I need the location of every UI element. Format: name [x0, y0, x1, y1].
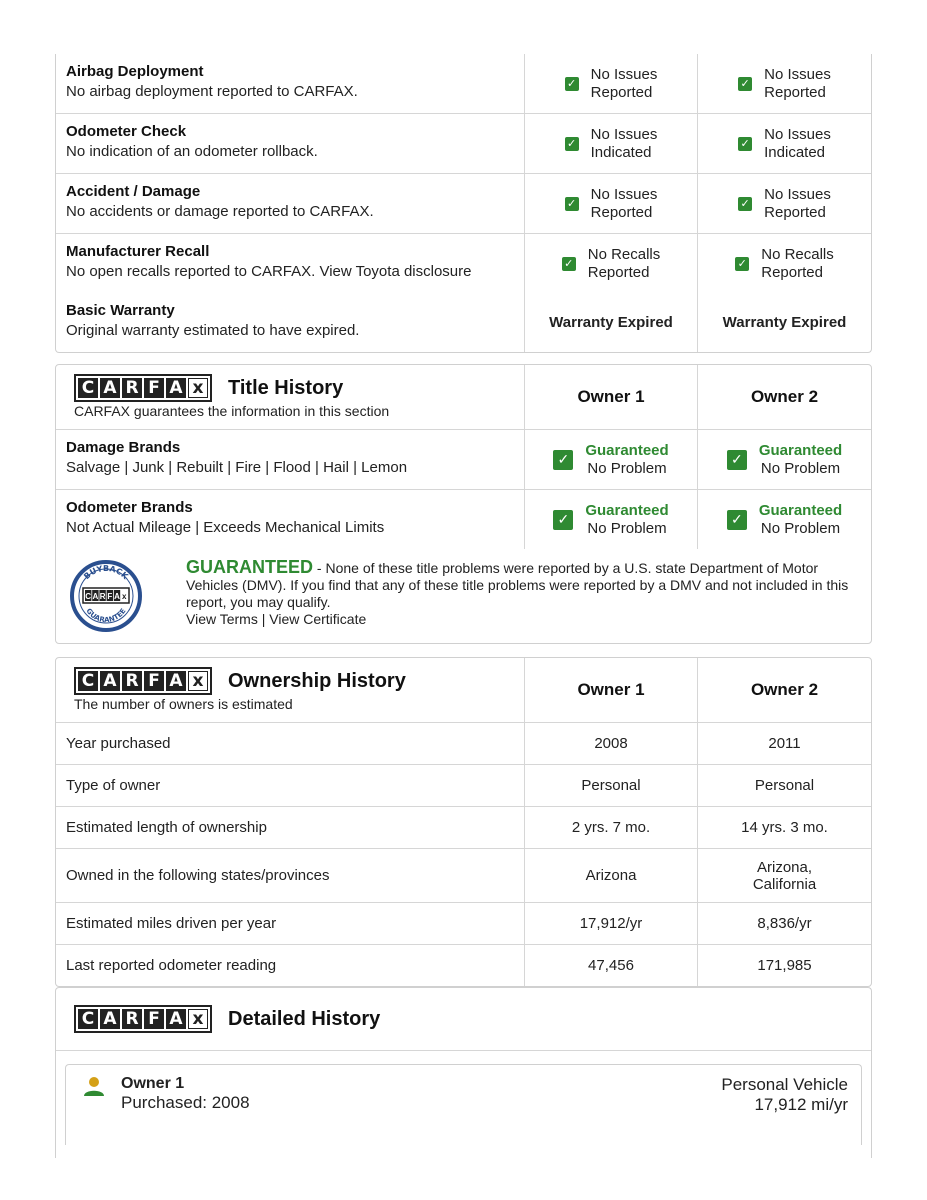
buyback-guarantee-badge-icon — [69, 559, 143, 633]
check-title: Odometer Check — [66, 123, 187, 140]
brand-status-owner2: ✓ Guaranteed No Problem — [698, 490, 871, 549]
check-icon: ✓ — [735, 257, 749, 271]
title-owner2-header: Owner 2 — [750, 387, 819, 406]
check-status-owner1: No Issues Reported — [590, 185, 658, 221]
ownership-heading: Ownership History — [228, 669, 406, 692]
ownership-label: Estimated miles driven per year — [56, 903, 525, 944]
ownership-history-card — [55, 657, 872, 987]
ownership-label: Estimated length of ownership — [56, 807, 525, 848]
check-icon: ✓ — [738, 137, 752, 151]
ownership-owner2-value: Arizona, California — [752, 858, 817, 893]
svg-text:x: x — [121, 592, 127, 601]
owner-vehicle-type: Personal Vehicle — [721, 1075, 848, 1094]
guarantee-text: - None of these title problems were reported by a U.S. state Department of Motor Vehicles (DMV). If you find that any of these title problems were reported by a DMV and not included in this report, you may qualify. — [186, 560, 849, 610]
ownership-label: Owned in the following states/provinces — [56, 849, 525, 902]
history-check-row — [56, 114, 871, 174]
brand-desc: Not Actual Mileage | Exceeds Mechanical Limits — [66, 519, 385, 536]
ownership-subtitle: The number of owners is estimated — [74, 696, 293, 712]
check-title: Manufacturer Recall — [66, 243, 210, 260]
check-desc: No accidents or damage reported to CARFAX. — [66, 203, 374, 220]
ownership-label: Last reported odometer reading — [56, 945, 525, 986]
logo-letter: x — [188, 1009, 208, 1029]
logo-letter: x — [188, 378, 208, 398]
ownership-owner2-value: 171,985 — [757, 957, 812, 974]
check-status-owner1: No Issues Indicated — [590, 125, 658, 161]
ownership-owner1-value: Arizona — [525, 849, 698, 902]
check-icon: ✓ — [727, 510, 747, 530]
check-icon: ✓ — [562, 257, 576, 271]
title-owner1-header: Owner 1 — [577, 387, 645, 406]
warranty-row — [56, 293, 871, 352]
title-brand-row — [56, 430, 871, 490]
ownership-row — [56, 903, 871, 945]
logo-letter: F — [144, 378, 164, 398]
title-history-header — [56, 365, 871, 430]
check-title: Airbag Deployment — [66, 63, 204, 80]
detailed-history-card — [55, 987, 872, 1158]
ownership-row — [56, 807, 871, 849]
ownership-owner2-header: Owner 2 — [750, 680, 819, 699]
guarantee-links[interactable]: View Terms | View Certificate — [186, 611, 367, 627]
svg-text:F: F — [107, 592, 113, 601]
check-desc: No indication of an odometer rollback. — [66, 143, 318, 160]
logo-letter: x — [188, 671, 208, 691]
logo-letter: A — [100, 378, 120, 398]
ownership-owner2-value: 14 yrs. 3 mo. — [741, 819, 828, 836]
ownership-header — [56, 658, 871, 723]
svg-text:A: A — [92, 592, 99, 601]
ownership-owner1-value: 2 yrs. 7 mo. — [525, 807, 698, 848]
check-desc: No airbag deployment reported to CARFAX. — [66, 83, 358, 100]
logo-letter: C — [78, 1009, 98, 1029]
guarantee-row — [56, 549, 871, 643]
check-status-owner2: No Recalls Reported — [761, 245, 834, 281]
logo-letter: A — [100, 1009, 120, 1029]
check-icon: ✓ — [738, 77, 752, 91]
logo-letter: A — [100, 671, 120, 691]
logo-letter: R — [122, 378, 142, 398]
ownership-owner1-value: Personal — [525, 765, 698, 806]
ownership-owner1-value: 2008 — [525, 723, 698, 764]
logo-letter: A — [166, 378, 186, 398]
title-history-heading: Title History — [228, 376, 344, 399]
check-icon: ✓ — [727, 450, 747, 470]
warranty-owner2: Warranty Expired — [722, 314, 847, 331]
logo-letter: A — [166, 671, 186, 691]
brand-status-owner2: ✓ Guaranteed No Problem — [698, 430, 871, 489]
check-icon: ✓ — [553, 450, 573, 470]
history-check-row — [56, 174, 871, 234]
svg-text:GUARANTEE: GUARANTEE — [84, 607, 128, 625]
ownership-owner1-value: 17,912/yr — [525, 903, 698, 944]
logo-letter: R — [122, 671, 142, 691]
warranty-title: Basic Warranty — [66, 302, 175, 319]
carfax-logo — [74, 1005, 212, 1033]
warranty-desc: Original warranty estimated to have expired. — [66, 322, 360, 339]
check-status-owner2: No Issues Indicated — [764, 125, 831, 161]
owner-summary[interactable] — [65, 1064, 862, 1145]
title-history-card — [55, 364, 872, 644]
check-icon: ✓ — [553, 510, 573, 530]
title-brand-row — [56, 490, 871, 549]
brand-desc: Salvage | Junk | Rebuilt | Fire | Flood | Hail | Lemon — [66, 459, 408, 476]
carfax-logo — [74, 374, 212, 402]
logo-letter: F — [144, 1009, 164, 1029]
history-check-row — [56, 234, 871, 293]
check-status-owner2: No Issues Reported — [764, 65, 831, 101]
brand-title: Damage Brands — [66, 439, 181, 456]
ownership-owner2-value: 8,836/yr — [757, 915, 812, 932]
ownership-owner1-value: 47,456 — [525, 945, 698, 986]
ownership-label: Type of owner — [56, 765, 525, 806]
warranty-owner1: Warranty Expired — [549, 314, 673, 331]
check-desc: No open recalls reported to CARFAX. View Toyota disclosure — [66, 263, 472, 280]
check-status-owner1: No Recalls Reported — [587, 245, 661, 281]
ownership-row — [56, 849, 871, 903]
logo-letter: R — [122, 1009, 142, 1029]
ownership-row — [56, 765, 871, 807]
svg-text:C: C — [85, 592, 92, 601]
detailed-history-heading: Detailed History — [228, 1007, 381, 1030]
ownership-owner1-header: Owner 1 — [577, 680, 645, 699]
ownership-owner2-value: 2011 — [768, 735, 801, 752]
ownership-row — [56, 945, 871, 986]
svg-text:R: R — [99, 592, 106, 601]
check-icon: ✓ — [565, 197, 579, 211]
title-history-subtitle: CARFAX guarantees the information in this section — [74, 403, 390, 419]
guarantee-heading: GUARANTEED — [186, 557, 314, 577]
owner-miles-per-year: 17,912 mi/yr — [754, 1095, 848, 1114]
check-status-owner1: No Issues Reported — [590, 65, 658, 101]
person-icon — [83, 1075, 105, 1097]
logo-letter: A — [166, 1009, 186, 1029]
check-icon: ✓ — [565, 77, 579, 91]
check-icon: ✓ — [738, 197, 752, 211]
owner-purchased: Purchased: 2008 — [121, 1093, 250, 1112]
carfax-logo — [74, 667, 212, 695]
ownership-label: Year purchased — [56, 723, 525, 764]
history-check-row — [56, 54, 871, 114]
check-icon: ✓ — [565, 137, 579, 151]
owner-name: Owner 1 — [121, 1075, 185, 1092]
svg-text:A: A — [114, 592, 120, 601]
brand-title: Odometer Brands — [66, 499, 193, 516]
brand-status-owner1: ✓ Guaranteed No Problem — [525, 430, 698, 489]
check-status-owner2: No Issues Reported — [764, 185, 831, 221]
ownership-owner2-value: Personal — [754, 777, 815, 794]
svg-text:BUYBACK: BUYBACK — [82, 563, 130, 582]
check-title: Accident / Damage — [66, 183, 201, 200]
logo-letter: C — [78, 378, 98, 398]
logo-letter: F — [144, 671, 164, 691]
ownership-row — [56, 723, 871, 765]
logo-letter: C — [78, 671, 98, 691]
brand-status-owner1: ✓ Guaranteed No Problem — [525, 490, 698, 549]
history-checks-card — [55, 54, 872, 353]
